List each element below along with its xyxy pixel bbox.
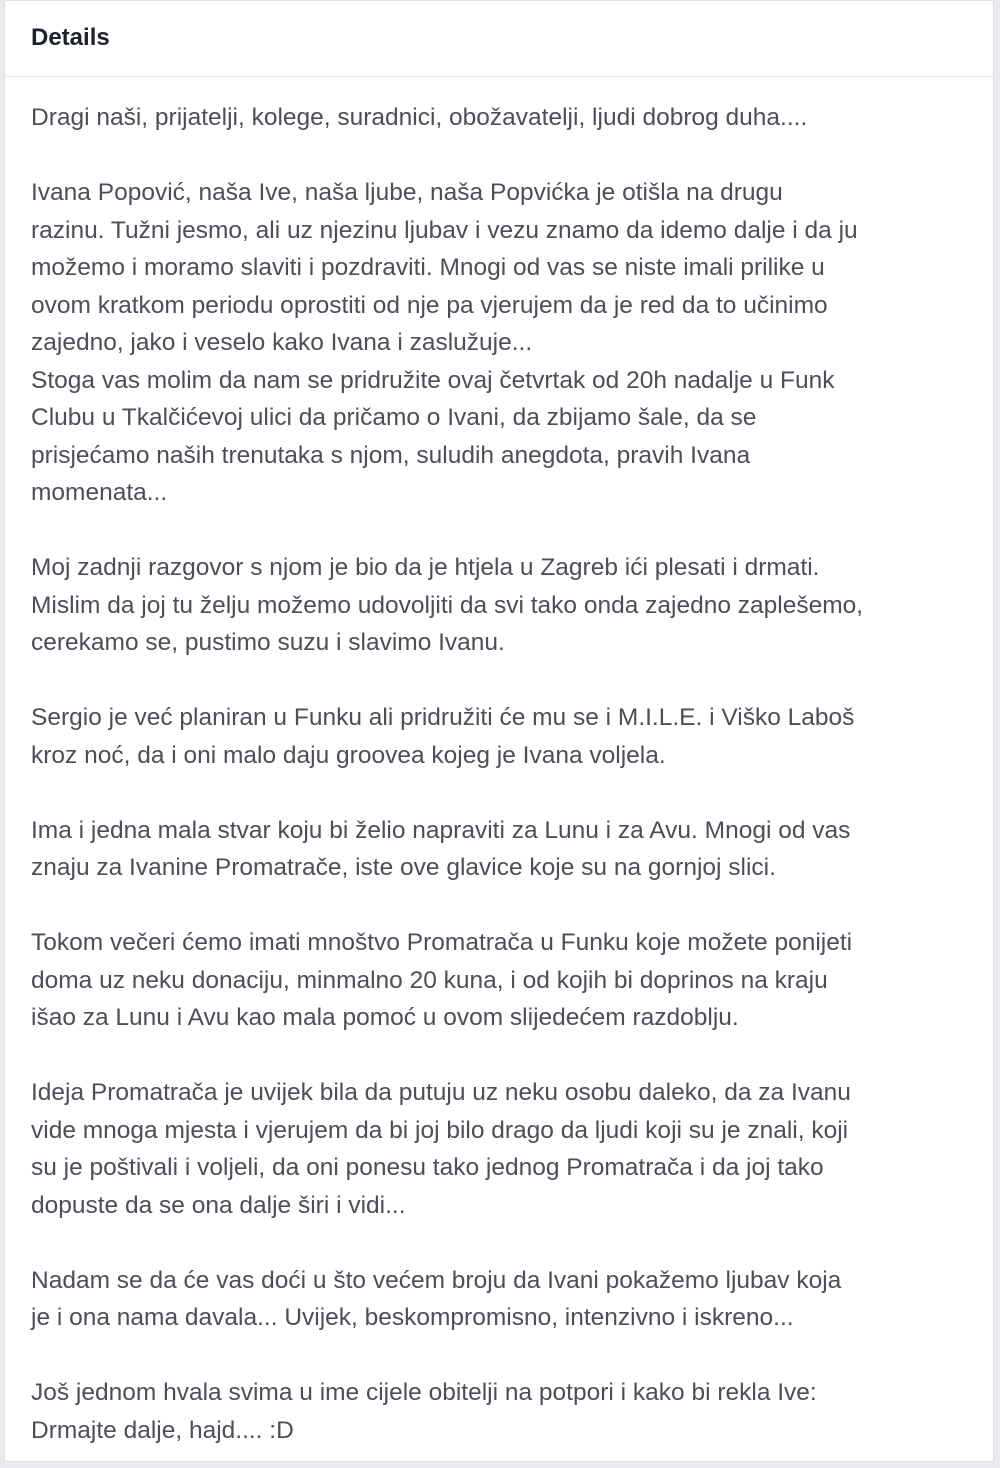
description-line: prisjećamo naših trenutaka s njom, suludih anegdota, pravih Ivana [31, 441, 751, 469]
description-line: vide mnoga mjesta i vjerujem da bi joj bilo drago da ljudi koji su je znali, koji [31, 1116, 849, 1144]
description-paragraph [31, 1074, 973, 1224]
paragraph-gap [31, 137, 973, 175]
description-line: momenata... [31, 479, 168, 506]
paragraph-gap [31, 1337, 973, 1375]
paragraph-gap [31, 1224, 973, 1262]
description-line: Sergio je već planiran u Funku ali pridružiti će mu se i M.I.L.E. i Viško Laboš [31, 704, 855, 731]
description-line: Ima i jedna mala stvar koju bi želio napraviti za Lunu i za Avu. Mnogi od vas [31, 816, 851, 844]
description-line: znaju za Ivanine Promatrače, iste ove glavice koje su na gornjoj slici. [31, 854, 776, 881]
description-line: su je poštivali i voljeli, da oni ponesu tako jednog Promatrača i da joj tako [31, 1154, 824, 1181]
description-line: možemo i moramo slaviti i pozdraviti. Mnogi od vas se niste imali prilike u [31, 254, 825, 281]
description-paragraph [31, 924, 973, 1037]
description-line: doma uz neku donaciju, minmalno 20 kuna, i od kojih bi doprinos na kraju [31, 966, 828, 994]
description-line: cerekamo se, pustimo suzu i slavimo Ivanu. [31, 629, 505, 656]
paragraph-gap [31, 887, 973, 925]
description-line: dopuste da se ona dalje širi i vidi... [31, 1191, 406, 1219]
description-line: Moj zadnji razgovor s njom je bio da je htjela u Zagreb ići plesati i drmati. [31, 554, 820, 581]
description-paragraph [31, 174, 973, 512]
card-title: Details [31, 24, 110, 51]
description-line: razinu. Tužni jesmo, ali uz njezinu ljubav i vezu znamo da idemo dalje i da ju [31, 216, 858, 244]
description-line: kroz noć, da i oni malo daju groovea kojeg je Ivana voljela. [31, 741, 666, 769]
event-description [5, 99, 993, 1449]
card-header [5, 1, 993, 77]
description-line: Nadam se da će vas doći u što većem broju da Ivani pokažemo ljubav koja [31, 1266, 842, 1294]
description-line: Dragi naši, prijatelji, kolege, suradnici, obožavatelji, ljudi dobrog duha.... [31, 104, 808, 131]
paragraph-gap [31, 512, 973, 550]
description-line: Stoga vas molim da nam se pridružite ovaj četvrtak od 20h nadalje u Funk [31, 366, 835, 394]
description-line: Mislim da joj tu želju možemo udovoljiti da svi tako onda zajedno zaplešemo, [31, 591, 864, 619]
description-paragraph [31, 699, 973, 774]
description-line: Drmajte dalje, hajd.... :D [31, 1416, 294, 1444]
description-line: Ideja Promatrača je uvijek bila da putuju uz neku osobu daleko, da za Ivanu [31, 1079, 851, 1106]
description-paragraph [31, 99, 973, 137]
description-line: ovom kratkom periodu oprostiti od nje pa vjerujem da je red da to učinimo [31, 291, 828, 319]
details-card [4, 0, 994, 1462]
description-paragraph [31, 1374, 973, 1449]
description-paragraph [31, 812, 973, 887]
description-paragraph [31, 1262, 973, 1337]
paragraph-gap [31, 1037, 973, 1075]
description-line: Clubu u Tkalčićevoj ulici da pričamo o Ivani, da zbijamo šale, da se [31, 404, 757, 431]
description-line: išao za Lunu i Avu kao mala pomoć u ovom slijedećem razdoblju. [31, 1004, 739, 1031]
description-line: Tokom večeri ćemo imati mnoštvo Promatrača u Funku koje možete ponijeti [31, 929, 853, 956]
description-line: zajedno, jako i veselo kako Ivana i zaslužuje... [31, 329, 533, 356]
description-paragraph [31, 549, 973, 662]
description-line: Ivana Popović, naša Ive, naša ljube, naša Popvićka je otišla na drugu [31, 179, 783, 206]
description-line: je i ona nama davala... Uvijek, beskompromisno, intenzivno i iskreno... [31, 1304, 794, 1331]
description-line: Još jednom hvala svima u ime cijele obitelji na potpori i kako bi rekla Ive: [31, 1379, 817, 1406]
paragraph-gap [31, 774, 973, 812]
paragraph-gap [31, 662, 973, 700]
